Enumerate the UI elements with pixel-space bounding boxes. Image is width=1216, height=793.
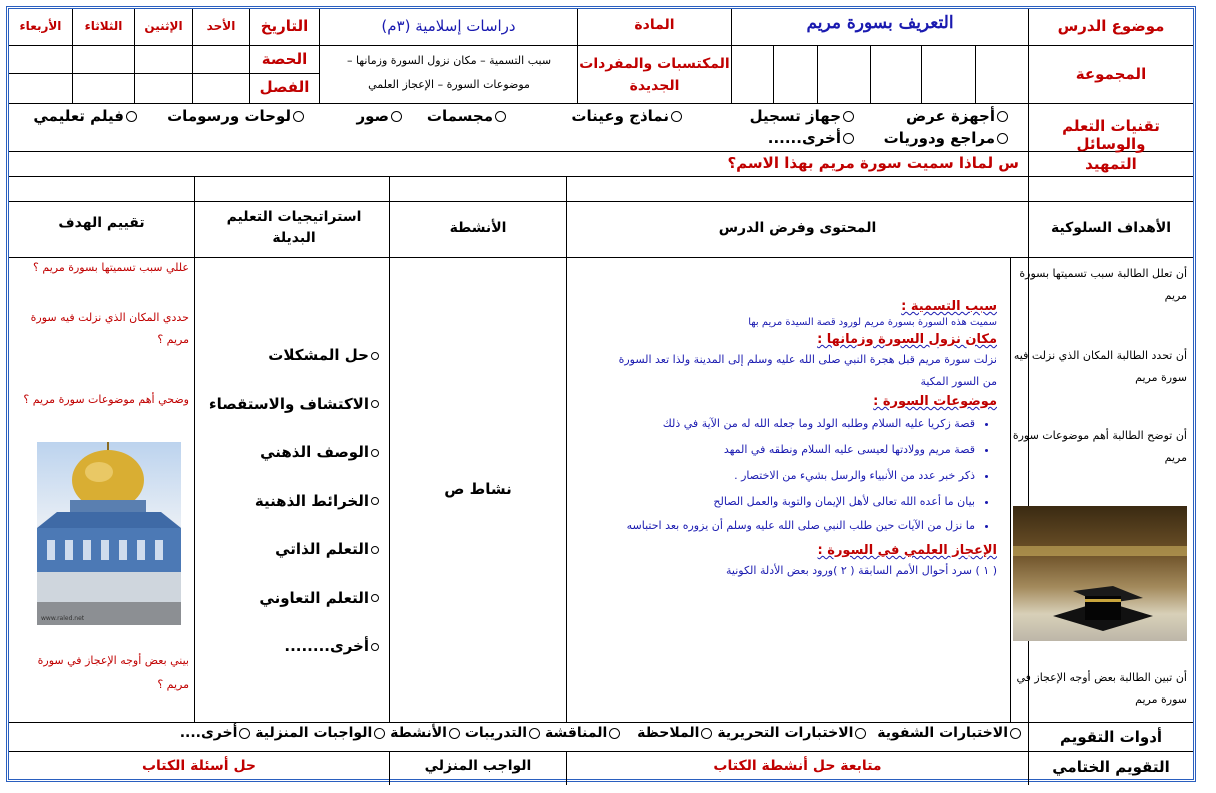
- strategy-option[interactable]: الوصف الذهني: [199, 428, 379, 477]
- radio-circle-icon: [843, 133, 854, 144]
- radio-circle-icon: [529, 728, 540, 739]
- radio-circle-icon: [371, 400, 379, 408]
- assessment-option[interactable]: التدريبات: [465, 725, 540, 741]
- strategy-option[interactable]: الاكتشاف والاستقصاء: [199, 380, 379, 429]
- radio-circle-icon: [1010, 728, 1021, 739]
- vocab-label: المكتسبات والمفردات الجديدة: [579, 56, 730, 94]
- strategy-option[interactable]: حل المشكلات: [199, 331, 379, 380]
- date-label: التاريخ: [260, 17, 309, 35]
- content-heading-1: سبب التسمية :: [901, 299, 997, 314]
- period-label: الحصة: [261, 50, 308, 68]
- assessment-options: [13, 725, 1021, 741]
- activity-value: نشاط ص: [444, 480, 512, 498]
- objective-1: أن تعلل الطالبة سبب تسميتها بسورة مريم: [1019, 267, 1187, 302]
- intro-question: س لماذا سميت سورة مريم بهذا الاسم؟: [727, 154, 1019, 172]
- radio-circle-icon: [449, 728, 460, 739]
- evaluation-2: حددي المكان الذي نزلت فيه سورة مريم ؟: [30, 311, 189, 346]
- tool-option-references[interactable]: مراجع ودوريات: [884, 129, 1008, 147]
- list-item: • قصة مريم وولادتها لعيسى عليه السلام ونطقه في المهد: [607, 437, 975, 463]
- assessment-option[interactable]: الواجبات المنزلية: [255, 725, 385, 741]
- topic-value: التعريف بسورة مريم: [806, 13, 954, 33]
- tool-option-film[interactable]: فيلم تعليمي: [33, 107, 137, 125]
- kaaba-image: [1013, 506, 1187, 641]
- evaluation-4: بيني بعض أوجه الإعجاز في سورة مريم ؟: [37, 654, 189, 691]
- strategy-option[interactable]: التعلم الذاتي: [199, 525, 379, 574]
- objective-3: أن توضح الطالبة أهم موضوعات سورة مريم: [1012, 429, 1187, 464]
- assessment-label: أدوات التقويم: [1059, 728, 1163, 746]
- subject-label: المادة: [634, 17, 675, 33]
- radio-circle-icon: [371, 352, 379, 360]
- assessment-option[interactable]: المناقشة: [545, 725, 620, 741]
- content-heading-2: مكان نزول السورة وزمانها :: [817, 332, 997, 347]
- radio-circle-icon: [609, 728, 620, 739]
- lesson-plan-page: [6, 6, 1196, 782]
- strategy-option[interactable]: أخرى........: [199, 622, 379, 671]
- radio-circle-icon: [293, 111, 304, 122]
- tools-label: تقنيات التعلم والوسائل: [1062, 117, 1160, 153]
- topic-label: موضوع الدرس: [1057, 17, 1165, 35]
- dome-icon: [37, 442, 181, 625]
- dome-of-rock-image: [37, 442, 181, 625]
- evaluation-3: وضحي أهم موضوعات سورة مريم ؟: [23, 393, 189, 406]
- radio-circle-icon: [855, 728, 866, 739]
- day-4: الأربعاء: [19, 19, 62, 33]
- subject-value: دراسات إسلامية (٣م): [381, 17, 516, 35]
- list-item: • ما نزل من الآيات حين طلب النبي صلى الله عليه وسلم أن يزوره بعد احتباسه: [607, 515, 975, 537]
- list-item: • قصة زكريا عليه السلام وطلبه الولد وما جعله الله له من الآية في ذلك: [607, 411, 975, 437]
- radio-circle-icon: [371, 497, 379, 505]
- final-followup: متابعة حل أنشطة الكتاب: [713, 758, 882, 774]
- radio-circle-icon: [371, 594, 379, 602]
- objective-2: أن تحدد الطالبة المكان الذي نزلت فيه سورة مريم: [1013, 349, 1187, 384]
- radio-circle-icon: [371, 546, 379, 554]
- content-area: [607, 299, 997, 577]
- homework-label: الواجب المنزلي: [424, 758, 532, 774]
- assessment-option[interactable]: الاختبارات التحريرية: [717, 725, 866, 741]
- evaluation-header: تقييم الهدف: [58, 215, 145, 231]
- image-watermark: www.raled.net: [41, 615, 85, 622]
- tool-option-images[interactable]: صور: [356, 107, 402, 125]
- content-paragraph-1: سميت هذه السورة بسورة مريم لورود قصة السيدة مريم بها: [748, 317, 997, 328]
- tool-option-models[interactable]: مجسمات: [427, 107, 506, 125]
- strategies-list: [199, 331, 379, 671]
- radio-circle-icon: [843, 111, 854, 122]
- radio-circle-icon: [391, 111, 402, 122]
- objective-4: أن تبين الطالبة بعض أوجه الإعجاز في سورة مريم: [1016, 671, 1187, 706]
- radio-circle-icon: [126, 111, 137, 122]
- assessment-option[interactable]: الاختبارات الشفوية: [877, 725, 1021, 741]
- content-heading-3: موضوعات السورة :: [873, 394, 997, 409]
- list-item: • ذكر خبر عدد من الأنبياء والرسل بشيء من الاختصار .: [607, 463, 975, 489]
- assessment-option[interactable]: الملاحظة: [637, 725, 712, 741]
- strategy-option[interactable]: التعلم التعاوني: [199, 574, 379, 623]
- radio-circle-icon: [997, 133, 1008, 144]
- radio-circle-icon: [671, 111, 682, 122]
- content-heading-4: الإعجاز العلمي في السورة :: [817, 543, 997, 558]
- objectives-header: الأهداف السلوكية: [1050, 220, 1172, 236]
- content-paragraph-2: نزلت سورة مريم قبل هجرة النبي صلى الله عليه وسلم إلى المدينة ولذا تعد السورة من السور المكية: [618, 353, 997, 388]
- content-topics-list: [607, 411, 997, 537]
- day-1: الأحد: [206, 19, 236, 33]
- tool-option-boards[interactable]: لوحات ورسومات: [167, 107, 304, 125]
- strategies-header: استراتيجيات التعليم البديلة: [226, 209, 362, 246]
- assessment-option[interactable]: الأنشطة: [390, 725, 460, 741]
- tool-option-projector[interactable]: أجهزة عرض: [906, 107, 1008, 125]
- kaaba-icon: [1013, 506, 1187, 641]
- homework-value: حل أسئلة الكتاب: [141, 758, 257, 774]
- strategy-option[interactable]: الخرائط الذهنية: [199, 477, 379, 526]
- class-label: الفصل: [259, 78, 310, 96]
- vocab-value: سبب التسمية – مكان نزول السورة وزمانها – موضوعات السورة – الإعجاز العلمي: [346, 54, 552, 91]
- content-header: المحتوى وفرض الدرس: [718, 220, 877, 236]
- final-label: التقويم الختامي: [1052, 758, 1170, 776]
- evaluation-1: عللي سبب تسميتها بسورة مريم ؟: [33, 261, 189, 274]
- day-3: الثلاثاء: [84, 19, 123, 33]
- tools-options: [17, 107, 1022, 151]
- radio-circle-icon: [371, 643, 379, 651]
- radio-circle-icon: [701, 728, 712, 739]
- list-item: • بيان ما أعده الله تعالى لأهل الإيمان والتوبة والعمل الصالح: [607, 489, 975, 515]
- intro-label: التمهيد: [1085, 155, 1137, 173]
- content-paragraph-4: ( ١ ) سرد أحوال الأمم السابقة ( ٢ )ورود بعض الأدلة الكونية: [726, 564, 997, 577]
- radio-circle-icon: [997, 111, 1008, 122]
- group-label: المجموعة: [1075, 65, 1147, 83]
- radio-circle-icon: [374, 728, 385, 739]
- assessment-option[interactable]: أخرى....: [180, 725, 251, 741]
- radio-circle-icon: [239, 728, 250, 739]
- radio-circle-icon: [371, 449, 379, 457]
- tool-option-other[interactable]: أخرى......: [768, 129, 854, 147]
- tool-option-samples[interactable]: نماذج وعينات: [571, 107, 682, 125]
- activities-header: الأنشطة: [449, 220, 507, 236]
- day-2: الإثنين: [144, 19, 183, 33]
- tool-option-recorder[interactable]: جهاز تسجيل: [750, 107, 854, 125]
- radio-circle-icon: [495, 111, 506, 122]
